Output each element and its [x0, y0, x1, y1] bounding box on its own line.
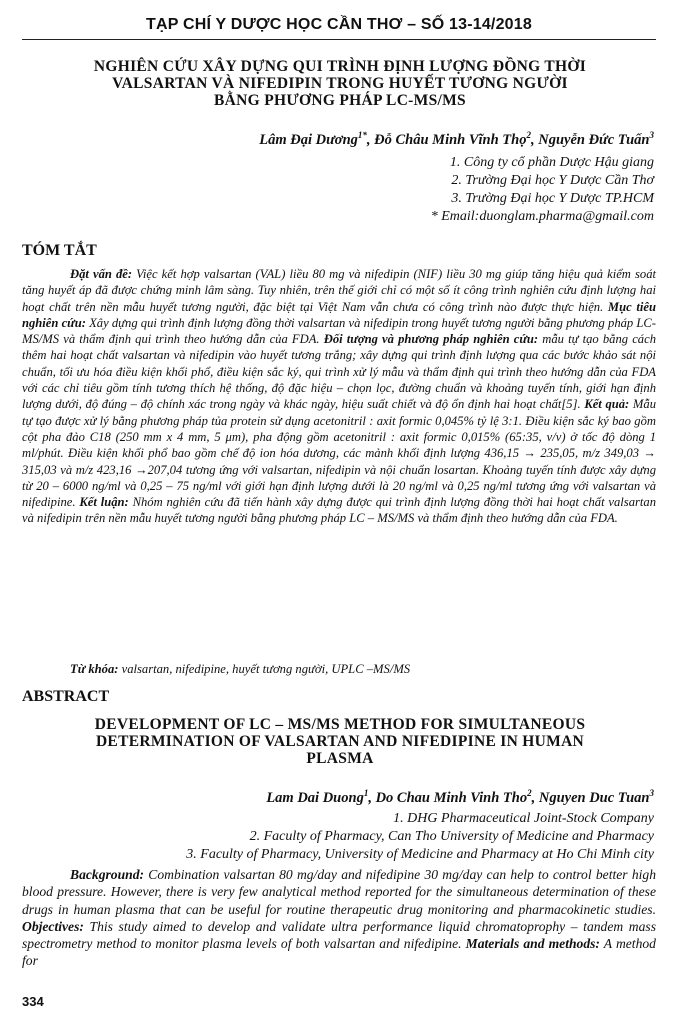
author-sup: 3 — [649, 130, 654, 140]
keywords-text: valsartan, nifedipine, huyết tương người, UPLC –MS/MS — [118, 662, 411, 676]
summary-text: Xây dựng qui trình định lượng đồng thời valsartan và nifedipin trong huyết tương người bằng phương pháp LC-MS/MS và thẩm định qui trình theo hướng dẫn của FDA. — [22, 315, 656, 347]
affiliation: 2. Faculty of Pharmacy, Can Tho University of Medicine and Pharmacy — [249, 829, 654, 844]
vi-affiliations — [431, 154, 654, 226]
keywords — [70, 662, 410, 677]
vi-title-line: NGHIÊN CỨU XÂY DỰNG QUI TRÌNH ĐỊNH LƯỢNG ĐỒNG THỜI — [93, 58, 587, 75]
author-name: Lâm Đại Dương — [259, 131, 358, 148]
en-abstract — [22, 866, 656, 970]
en-title-line: PLASMA — [306, 750, 374, 767]
author-sup: 1 — [363, 788, 369, 798]
section-label: Kết quả: — [584, 397, 630, 412]
en-title-line: DETERMINATION OF VALSARTAN AND NIFEDIPINE IN HUMAN — [95, 733, 585, 750]
summary-text: Nhóm nghiên cứu đã tiến hành xây dựng được qui trình định lượng đồng thời hai hoạt chất valsartan và nifedipin trên nền mẫu huyết tương người bằng phương pháp LC – MS/MS và thẩm định theo hướng dẫn của FDA. — [22, 495, 656, 526]
section-label: Materials and methods: — [465, 936, 600, 952]
summary-text: Mẫu tự tạo được xử lý bằng phương pháp tủa protein sử dụng acetonitril : axit formic 0,045% tỷ lệ 3:1. Điều kiện sắc ký bao gồm cột pha đảo C18 (250 mm x 4 mm, 5 μm), pha động gồm acetonitril : axit formic 0,015% (65:35, v/v) ở tốc độ dòng 1 ml/phút. Điều kiện khối phổ bao gồm chế độ ion hóa dương, các mảnh khối định lượng 436,15 → 235,05, m/z 349,03 → 315,03 và m/z 423,16 →207,04 tương ứng với valsartan, nifedipin và nội chuẩn losartan. Khoảng tuyến tính được xây dựng từ 20 – 6000 ng/ml và 0,25 – 75 ng/ml với giới hạn định lượng dưới là 20 ng/ml và 0,25 ng/ml tương ứng với valsartan và nifedipine. — [22, 397, 656, 510]
author-name: Lam Dai Duong — [266, 789, 364, 806]
section-label: Mục tiêu nghiên cứu: — [22, 299, 656, 330]
summary-text: mẫu tự tạo bằng cách thêm hai hoạt chất valsartan và nifedipin vào huyết tương trắng; xây dựng qui trình định lượng qua các bước khảo sát nội chuẩn, tối ưu hóa điều kiện khối phổ, điều kiện sắc ký, qui trình xử lý mẫu và thẩm định qui trình theo hướng dẫn của FDA với các chỉ tiêu gồm tính tương thích hệ thống, độ đặc hiệu – chọn lọc, đường chuẩn và khoảng tuyến tính, giới hạn định lượng dưới, độ đúng – độ chính xác trong ngày và khác ngày, hiệu suất chiết và độ ổn định hai hoạt chất[5]. — [22, 332, 656, 412]
author-sup: 1* — [357, 130, 367, 140]
vi-title-line: VALSARTAN VÀ NIFEDIPIN TRONG HUYẾT TƯƠNG NGƯỜI — [112, 75, 568, 92]
affiliation: 2. Trường Đại học Y Dược Cần Thơ — [451, 173, 654, 188]
contact-email: * Email:duonglam.pharma@gmail.com — [430, 209, 654, 224]
vi-authors: Lâm Đại Dương$^{1*}$, Đỗ Châu Minh Vĩnh Thọ$^2$, Nguyễn Đức Tuấn$^3$ — [259, 130, 654, 148]
author-name: Do Chau Minh Vinh Tho — [375, 789, 528, 806]
vi-title-line: BẰNG PHƯƠNG PHÁP LC-MS/MS — [214, 92, 466, 109]
author-name: Nguyễn Đức Tuấn — [538, 131, 650, 148]
vi-title — [40, 58, 640, 109]
header-rule — [22, 39, 656, 40]
section-label: Objectives: — [22, 918, 84, 934]
abstract-text: This study aimed to develop and validate ultra performance liquid chromatoprophy – tandem mass spectrometry method to monitor plasma levels of both valsartan and nifedipine. — [22, 918, 656, 952]
section-label: Kết luận: — [79, 495, 129, 510]
author-name: Đỗ Châu Minh Vĩnh Thọ — [374, 131, 527, 148]
keywords-label: Từ khóa: — [70, 662, 119, 676]
abstract-heading: ABSTRACT — [22, 688, 110, 705]
journal-header: TẠP CHÍ Y DƯỢC HỌC CẦN THƠ – SỐ 13-14/2018 — [146, 16, 532, 33]
en-affiliations — [186, 810, 654, 864]
author-sup: 2 — [526, 130, 531, 140]
abstract-text: A method for — [22, 936, 656, 969]
affiliation: 3. Faculty of Pharmacy, University of Medicine and Pharmacy at Ho Chi Minh city — [186, 847, 654, 862]
en-authors: Lam Dai Duong$^1$, Do Chau Minh Vinh Tho$^2$, Nguyen Duc Tuan$^3$ — [266, 788, 654, 806]
summary-text: Việc kết hợp valsartan (VAL) liều 80 mg và nifedipin (NIF) liều 30 mg giúp tăng hiệu quả kiểm soát tăng huyết áp đã được chứng minh lâm sàng. Tuy nhiên, trên thế giới chỉ có một số ít công trình nghiên cứu định lượng hai hoạt chất trên nền mẫu huyết tương người, đặc biệt tại Việt Nam vẫn chưa có công trình nào được thực hiện. — [22, 267, 656, 314]
vi-summary — [22, 266, 656, 527]
section-label: Đặt vấn đề: — [70, 267, 133, 281]
en-title-line: DEVELOPMENT OF LC – MS/MS METHOD FOR SIMULTANEOUS — [94, 716, 586, 733]
page-number: 334 — [22, 994, 44, 1009]
section-label: Background: — [70, 867, 145, 882]
en-title — [40, 716, 640, 767]
author-sup: 2 — [527, 788, 532, 798]
author-sup: 3 — [649, 788, 654, 798]
section-label: Đối tượng và phương pháp nghiên cứu: — [323, 332, 539, 347]
abstract-text: Combination valsartan 80 mg/day and nifedipine 30 mg/day can help to control better high blood pressure. However, there is very few analytical method reported for the simultaneous determination of these drugs in human plasma that can be useful for routine therapeutic drug monitoring and pharmacokinetic studies. — [22, 867, 656, 917]
affiliation: 1. Công ty cổ phần Dược Hậu giang — [449, 155, 654, 170]
author-name: Nguyen Duc Tuan — [538, 789, 650, 806]
affiliation: 3. Trường Đại học Y Dược TP.HCM — [451, 191, 654, 206]
affiliation: 1. DHG Pharmaceutical Joint-Stock Company — [393, 811, 654, 826]
summary-heading: TÓM TẮT — [22, 242, 97, 259]
